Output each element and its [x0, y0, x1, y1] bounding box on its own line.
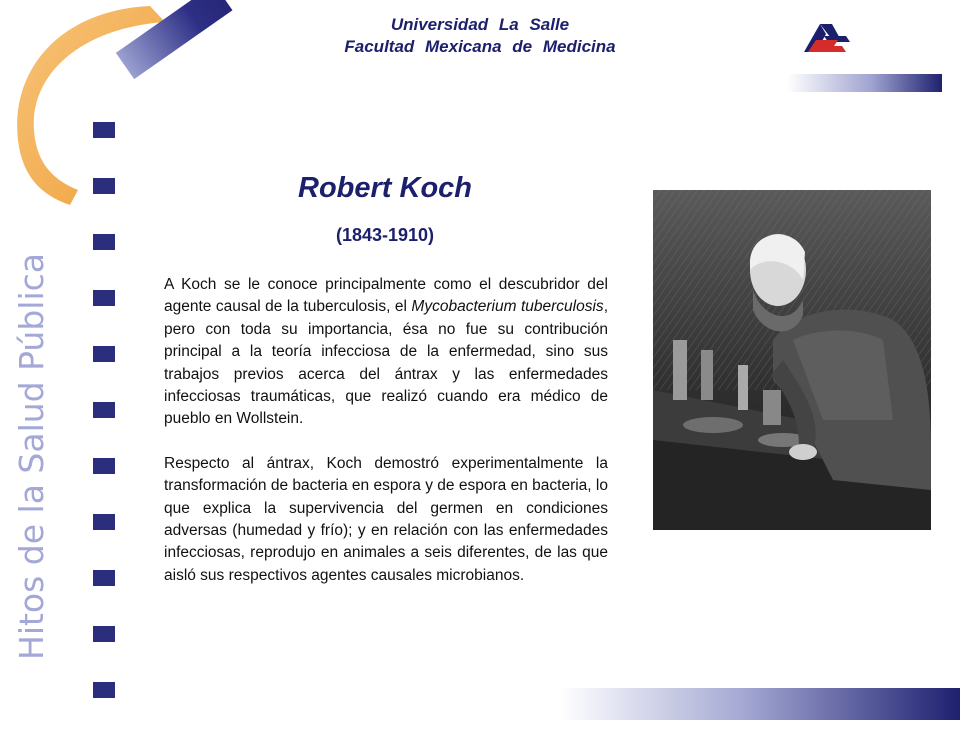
- decorative-bar-bottom-right: [560, 688, 960, 720]
- square-marker: [93, 178, 115, 194]
- square-marker: [93, 122, 115, 138]
- body-text: [164, 274, 608, 609]
- square-marker: [93, 626, 115, 642]
- paragraph-2: Respecto al ántrax, Koch demostró experimentalmente la transformación de bacteria en espora y de espora en bacteria, lo que explica la supervivencia del germen en condiciones adversas (humedad y frío); y en relación con las enfermedades infecciosas, reprodujo en animales a seis diferentes, de las que aisló sus respectivos agentes causales microbianos.: [164, 454, 608, 584]
- decorative-squares: [93, 122, 115, 738]
- square-marker: [93, 346, 115, 362]
- paragraph-1: [164, 274, 608, 431]
- paragraph-1-start: A Koch se le conoce principalmente como el descubridor del agente causal de la tuberculosis, el: [164, 276, 608, 316]
- life-dates: (1843-1910): [335, 225, 435, 245]
- header: [260, 14, 700, 58]
- side-title: Hitos de la Salud Pública: [12, 253, 51, 660]
- page-title: Robert Koch: [298, 172, 472, 204]
- species-name: Mycobacterium tuberculosis: [411, 298, 604, 316]
- square-marker: [93, 514, 115, 530]
- paragraph-1-end: , pero con toda su importancia, ésa no fue su contribución principal a la teoría infecciosa de la enfermedad, sino sus trabajos previos acerca del ántrax y las enfermedades infecciosas traumáticas, que realizó cuando era médico de pueblo en Wollstein.: [164, 298, 608, 428]
- square-marker: [93, 682, 115, 698]
- square-marker: [93, 290, 115, 306]
- header-faculty: Facultad Mexicana de Medicina: [344, 37, 616, 56]
- square-marker: [93, 234, 115, 250]
- robert-koch-photo: [653, 190, 931, 530]
- square-marker: [93, 570, 115, 586]
- header-university: Universidad La Salle: [390, 15, 570, 34]
- university-logo-icon: [798, 16, 852, 58]
- square-marker: [93, 458, 115, 474]
- decorative-bar-top-right: [787, 74, 942, 92]
- square-marker: [93, 402, 115, 418]
